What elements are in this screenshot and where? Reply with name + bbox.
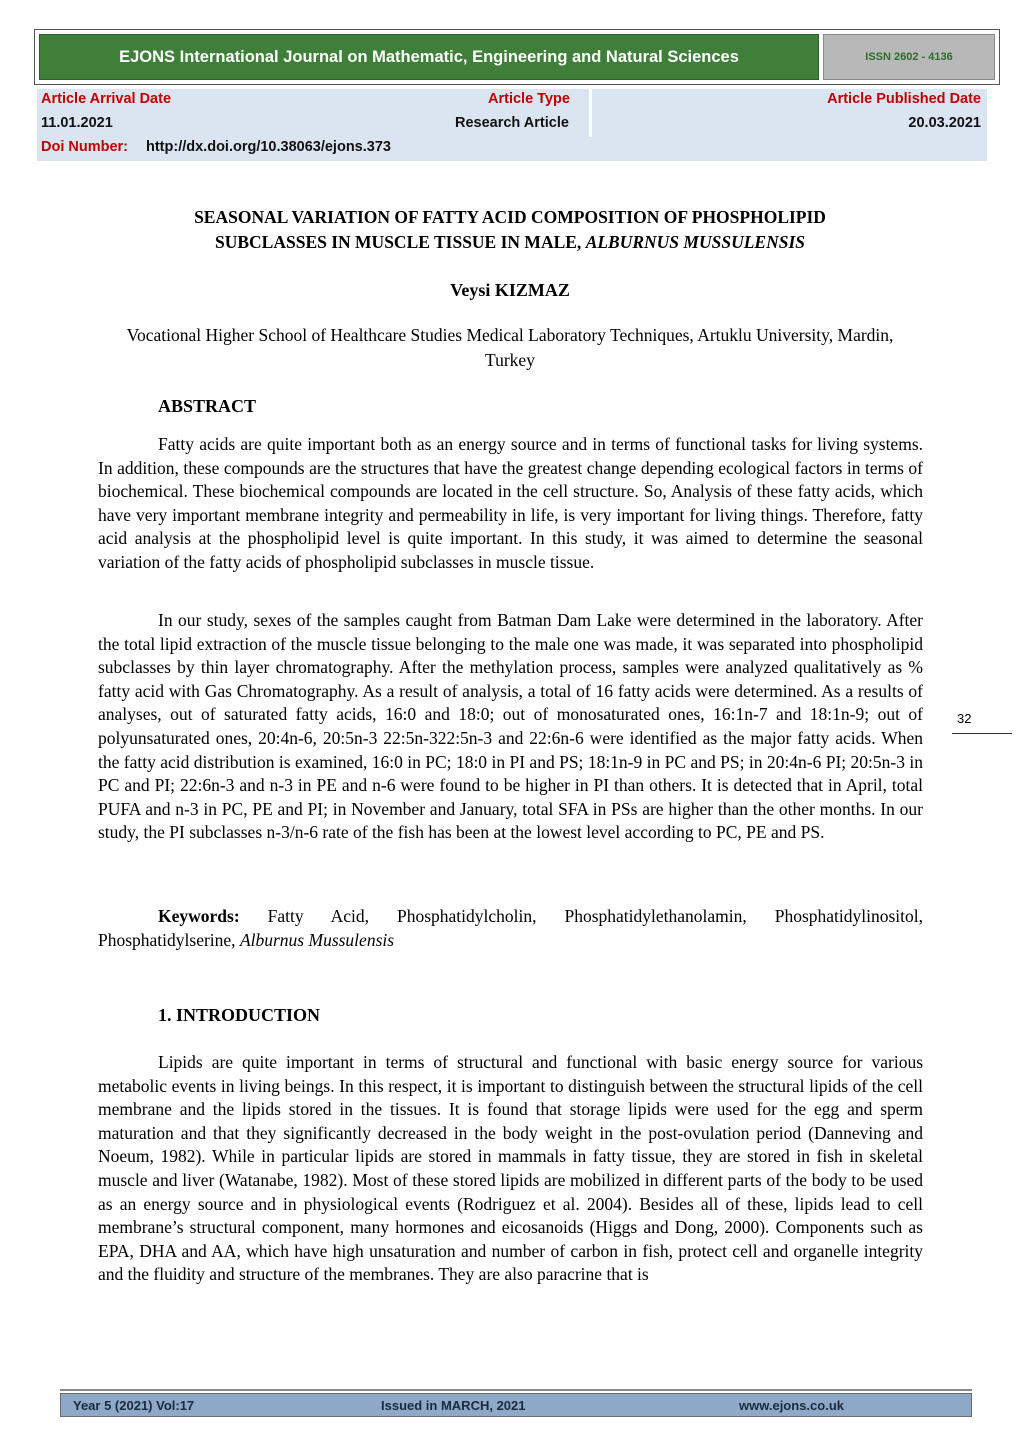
- footer-issue: Issued in MARCH, 2021: [381, 1398, 526, 1413]
- page-footer: [60, 1393, 972, 1417]
- keywords-label: Keywords:: [158, 906, 240, 926]
- doi-row: [37, 137, 987, 161]
- keywords-text: Fatty Acid, Phosphatidylcholin, Phosphatidylethanolamin, Phosphatidylinositol, Phosphatidylserine,: [98, 906, 923, 950]
- page-number: 32: [957, 711, 972, 726]
- introduction-heading: 1. INTRODUCTION: [158, 1005, 321, 1025]
- author-name: Veysi KIZMAZ: [450, 280, 570, 300]
- published-date-label: Article Published Date: [827, 91, 981, 107]
- journal-title: EJONS International Journal on Mathematic, Engineering and Natural Sciences: [39, 34, 819, 80]
- issn-badge: ISSN 2602 - 4136: [823, 34, 995, 80]
- doi-label: Doi Number:: [41, 139, 128, 155]
- introduction-paragraph: Lipids are quite important in terms of structural and functional with basic energy source for various metabolic events in living beings. In this respect, it is important to distinguish between the structural lipids of the cell membrane and the lipids stored in the tissues. It is found that storage lipids were used for the egg and sperm maturation and that they significantly decreased in the body weight in the post-ovulation period (Danneving and Noeum, 1982). While in particular lipids are stored in mammals in fatty tissue, they are stored in fish in skeletal muscle and liver (Watanabe, 1982). Most of these stored lipids are mobilized in different parts of the body to be used as an energy source and in physiological events (Rodriguez et al. 2004). Besides all of these, lipids lead to cell membrane’s structural component, many hormones and eicosanoids (Higgs and Dong, 2000). Components such as EPA, DHA and AA, which have high unsaturation and number of carbon in fish, protect cell and organelle integrity and the fluidity and structure of the membranes. They are also paracrine that is: [98, 1052, 923, 1285]
- published-date-value: 20.03.2021: [908, 115, 981, 131]
- page-number-rule: [952, 733, 1012, 734]
- arrival-date-value: 11.01.2021: [41, 115, 113, 131]
- title-line-1: SEASONAL VARIATION OF FATTY ACID COMPOSITION OF PHOSPHOLIPID: [194, 207, 826, 227]
- footer-rule: [60, 1389, 972, 1391]
- meta-labels-row: [37, 89, 987, 113]
- title-line-2-text: SUBCLASSES IN MUSCLE TISSUE IN MALE,: [214, 232, 586, 252]
- meta-values-row: [37, 113, 987, 137]
- footer-website[interactable]: www.ejons.co.uk: [739, 1398, 844, 1413]
- author-affiliation: Vocational Higher School of Healthcare Studies Medical Laboratory Techniques, Artuklu University, Mardin, Turkey: [126, 325, 894, 370]
- doi-link[interactable]: http://dx.doi.org/10.38063/ejons.373: [146, 139, 391, 155]
- meta-divider: [589, 89, 592, 137]
- abstract-paragraph-2: In our study, sexes of the samples caught from Batman Dam Lake were determined in the laboratory. After the total lipid extraction of the muscle tissue belonging to the male one was made, it was separated into phospholipid subclasses by thin layer chromatography. After the methylation process, samples were analyzed qualitatively as % fatty acid with Gas Chromatography. As a result of analysis, a total of 16 fatty acids were determined. As a results of analyses, out of saturated fatty acids, 16:0 and 18:0; out of monosaturated ones, 16:1n-7 and 18:1n-9; out of polyunsaturated ones, 20:4n-6, 20:5n-3 22:5n-322:5n-3 and 22:6n-6 were identified as the major fatty acids. When the fatty acid distribution is examined, 16:0 in PC; 18:0 in PI and PS; 18:1n-9 in PC and PS; in 20:4n-6 PI; 20:5n-3 in PC and PI; 22:6n-3 and n-3 in PE and n-6 were found to be higher in PI than others. It is detected that in April, total PUFA and n-3 in PC, PE and PI; in November and January, total SFA in PSs are higher than the other months. In our study, the PI subclasses n-3/n-6 rate of the fish has been at the lowest level according to PC, PE and PS.: [98, 610, 923, 843]
- article-type-value: Research Article: [455, 115, 569, 131]
- journal-banner: [34, 29, 1000, 85]
- abstract-heading: ABSTRACT: [158, 396, 257, 416]
- footer-volume: Year 5 (2021) Vol:17: [73, 1398, 195, 1413]
- keywords: [98, 905, 923, 952]
- keywords-species: Alburnus Mussulensis: [239, 929, 395, 950]
- abstract-paragraph-1: Fatty acids are quite important both as an energy source and in terms of functional tasks for living systems. In addition, these compounds are the structures that have the greatest change depending ecological factors in terms of biochemical. These biochemical compounds are located in the cell structure. So, Analysis of these fatty acids, which have very important membrane integrity and permeability in life, is very important for living things. Therefore, fatty acid analysis at the phospholipid level is quite important. In this study, it was aimed to determine the seasonal variation of the fatty acids of phospholipid subclasses in muscle tissue.: [98, 434, 923, 572]
- article-meta: [37, 89, 987, 161]
- arrival-date-label: Article Arrival Date: [41, 91, 172, 107]
- title-line-2: [95, 230, 925, 255]
- article-type-label: Article Type: [488, 91, 570, 107]
- title-species: ALBURNUS MUSSULENSIS: [585, 232, 805, 252]
- article-title: [95, 205, 925, 255]
